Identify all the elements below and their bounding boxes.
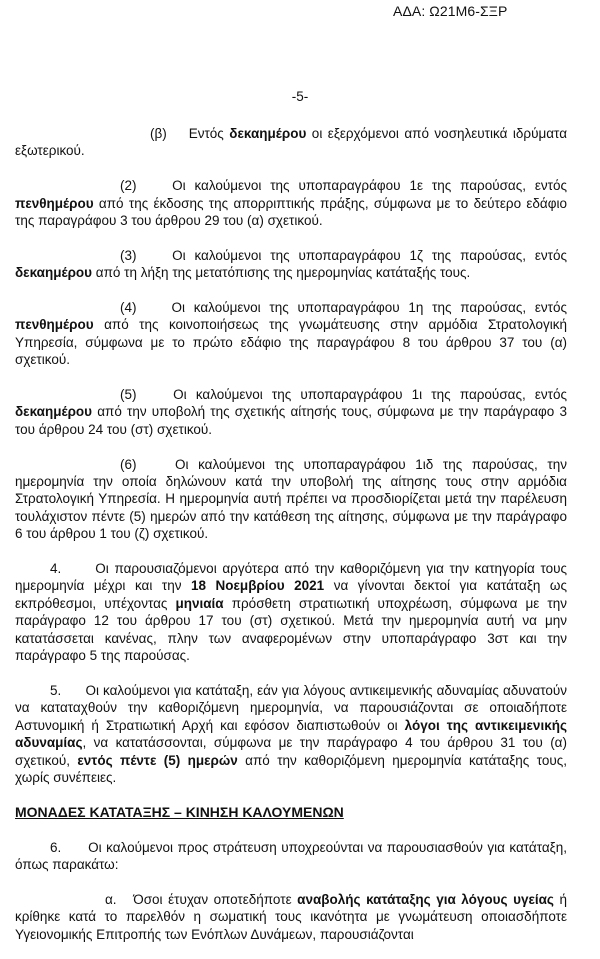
subsection-a: [15, 891, 567, 943]
text: ή κρίθηκε κατά το παρελθόν η σωματική τους ικανότητα με γνωμάτευση οποιασδήποτε Υγειονομικής Επιτροπής των Ενόπλων Δυνάμεων, παρουσιάζονται: [15, 891, 568, 942]
bold-text: δεκαημέρου: [15, 404, 93, 420]
section-label: 6.: [50, 839, 62, 855]
bold-text: δεκαημέρου: [229, 126, 307, 141]
paragraph-3: [15, 247, 567, 282]
text: από της κοινοποιήσεως της γνωμάτευσης στην αρμόδια Στρατολογική Υπηρεσία, σύμφωνα με το πρώτο εδάφιο της παραγράφου 8 του άρθρου 37 του (α) σχετικού.: [15, 317, 567, 368]
text: Οι καλούμενοι για κατάταξη, εάν για λόγους αντικειμενικής αδυναμίας αδυνατούν να καταταχθούν την καθοριζόμενη ημερομηνία, να παρουσιάζονται σε οποιαδήποτε Αστυνομική ή Στρατιωτική Αρχή και εφόσον διαπιστωθούν οι: [15, 682, 567, 733]
text: Εντός: [188, 126, 230, 141]
section-4: [15, 560, 567, 664]
paragraph-label: (β): [150, 126, 167, 141]
section-6: [15, 839, 567, 874]
text: Όσοι έτυχαν οποτεδήποτε: [133, 891, 298, 907]
paragraph-label: (4): [120, 300, 137, 316]
subsection-label: α.: [105, 891, 117, 907]
text: Οι παρουσιαζόμενοι αργότερα από την καθοριζόμενη για την κατηγορία τους ημερομηνία μέχρι και την: [15, 561, 567, 594]
page-number: -5-: [291, 89, 309, 104]
text: από τη λήξη της μετατόπισης της ημερομηνίας κατάταξής τους.: [92, 265, 471, 281]
text: οι εξερχόμενοι από νοσηλευτικά ιδρύματα εξωτερικού.: [15, 126, 567, 159]
text: από την καθοριζόμενη ημερομηνία κατάταξης τους, χωρίς συνέπειες.: [15, 752, 567, 785]
bold-text: δεκαημέρου: [15, 265, 93, 281]
bold-text: αναβολής κατάταξης για λόγους υγείας: [297, 891, 554, 907]
section-5: [15, 682, 567, 786]
text: , να κατατάσσονται, σύμφωνα με την παράγραφο 4 του άρθρου 31 του (α) σχετικού,: [15, 735, 567, 768]
paragraph-5: [15, 386, 567, 438]
ada-identifier: ΑΔΑ: Ω21Μ6-ΣΞΡ: [393, 3, 508, 19]
text: Οι καλούμενοι προς στράτευση υποχρεούνται να παρουσιασθούν για κατάταξη, όπως παρακάτω:: [15, 839, 567, 872]
document-body: [15, 125, 567, 943]
text: Οι καλούμενοι της υποπαραγράφου 1ιδ της παρούσας, την ημερομηνία την οποία δηλώνουν κατά την υποβολή της αίτησης τους στην αρμόδια Στρατολογική Υπηρεσία. Η ημερομηνία αυτή πρέπει να προσδιορίζεται μετά την παρέλευση τουλάχιστον πέντε (5) ημερών από την κατάθεση της αίτησης, σύμφωνα με την παράγραφο 6 του άρθρου 1 του (ζ) σχετικού.: [15, 456, 567, 542]
bold-text: πενθημέρου: [15, 195, 94, 211]
text: από της έκδοσης της απορριπτικής πράξης, σύμφωνα με το δεύτερο εδάφιο της παραγράφου 3 του άρθρου 29 του (α) σχετικού.: [15, 195, 567, 229]
text: Οι καλούμενοι της υποπαραγράφου 1η της παρούσας, εντός: [171, 300, 567, 316]
text: να γίνονται δεκτοί για κατάταξη ως εκπρόθεσμοι, υπέχοντας: [15, 578, 567, 611]
paragraph-4: [15, 299, 567, 369]
bold-text: πενθημέρου: [15, 317, 94, 333]
paragraph-beta: [15, 125, 567, 160]
text: Οι καλούμενοι της υποπαραγράφου 1ι της παρούσας, εντός: [173, 387, 567, 403]
paragraph-label: (3): [120, 247, 137, 263]
text: πρόσθετη στρατιωτική υποχρέωση, σύμφωνα με την παράγραφο 12 του άρθρου 17 του (στ) σχετικού. Μετά την ημερομηνία αυτή να μην κατατάσσεται κανένας, πλην των αναφερομένων στην υποπαράγραφο 3στ και την παράγραφο 5 της παρούσας.: [15, 595, 567, 664]
text: Οι καλούμενοι της υποπαραγράφου 1ζ της παρούσας, εντός: [172, 247, 567, 263]
paragraph-label: (2): [120, 178, 137, 194]
text: από την υποβολή της σχετικής αίτησής τους, σύμφωνα με την παράγραφο 3 του άρθρου 24 του (στ) σχετικού.: [15, 404, 567, 437]
paragraph-label: (5): [120, 387, 137, 403]
section-label: 4.: [50, 561, 62, 577]
paragraph-label: (6): [120, 456, 137, 472]
bold-text: λόγοι της αντικειμενικής αδυναμίας: [15, 717, 567, 751]
bold-text: 18 Νοεμβρίου 2021: [190, 578, 325, 594]
bold-text: μηνιαία: [175, 595, 224, 611]
paragraph-6: [15, 456, 567, 543]
section-heading: ΜΟΝΑΔΕΣ ΚΑΤΑΤΑΞΗΣ – ΚΙΝΗΣΗ ΚΑΛΟΥΜΕΝΩΝ: [15, 803, 344, 820]
bold-text: εντός πέντε (5) ημερών: [77, 752, 238, 768]
section-label: 5.: [50, 682, 62, 698]
paragraph-2: [15, 177, 567, 229]
text: Οι καλούμενοι της υποπαραγράφου 1ε της παρούσας, εντός: [172, 178, 567, 194]
